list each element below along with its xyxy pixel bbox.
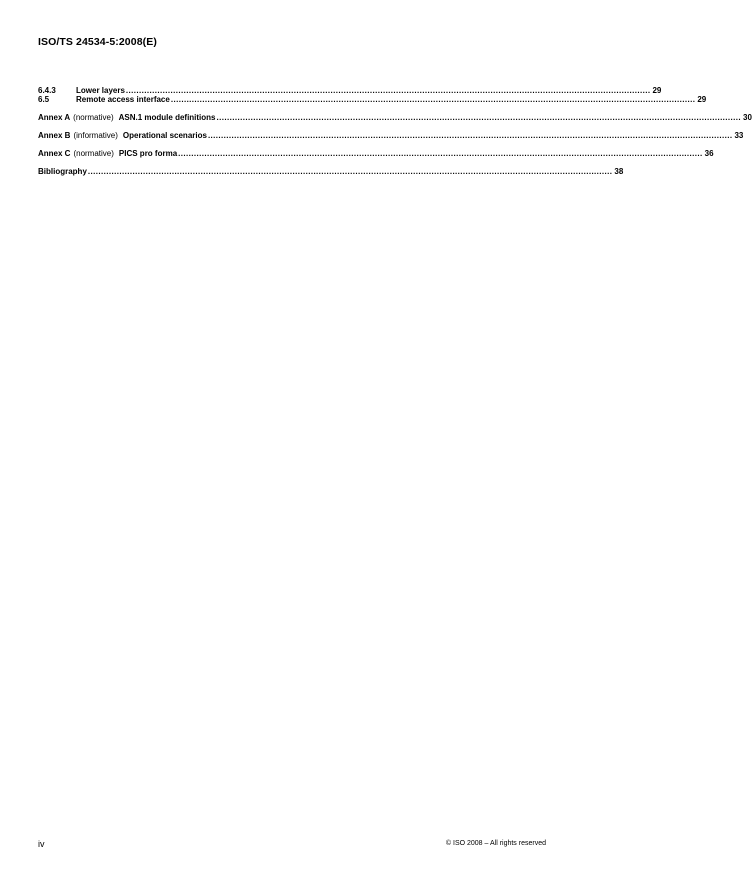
toc-entry-number: 6.4.3 — [38, 86, 56, 95]
copyright-notice: © ISO 2008 – All rights reserved — [445, 840, 546, 847]
toc-entry-title: Bibliography — [38, 167, 87, 176]
toc-annex-label: Annex C — [38, 149, 71, 158]
page-number: iv — [38, 839, 45, 849]
toc-dot-leader: ........................................................................................................................................................................................................ — [170, 95, 696, 104]
toc-annex-label: Annex A — [38, 113, 71, 122]
toc-entry[interactable] — [38, 95, 707, 104]
toc-entry-number: 6.5 — [38, 95, 50, 104]
toc-entry-annex-a[interactable] — [38, 113, 752, 122]
toc-dot-leader: ........................................................................................................................................................................................................ — [216, 113, 742, 122]
toc-entry-page: 29 — [652, 86, 662, 95]
toc-dot-leader: ........................................................................................................................................................................................................ — [87, 167, 613, 176]
toc-entry[interactable] — [38, 86, 662, 95]
toc-dot-leader: ........................................................................................................................................................................................................ — [178, 149, 703, 158]
toc-entry-title: Lower layers — [76, 86, 125, 95]
toc-entry-page: 30 — [743, 113, 752, 122]
toc-entry-page: 33 — [734, 131, 744, 140]
toc-annex-kind: (informative) — [73, 131, 118, 140]
toc-dot-leader: ........................................................................................................................................................................................................ — [207, 131, 733, 140]
toc-entry-annex-b[interactable] — [38, 131, 744, 140]
document-id-header: ISO/TS 24534-5:2008(E) — [38, 36, 157, 48]
toc-annex-label: Annex B — [38, 131, 71, 140]
toc-entry-title: PICS pro forma — [118, 149, 178, 158]
toc-entry-page: 36 — [704, 149, 714, 158]
toc-entry-page: 29 — [697, 95, 707, 104]
toc-entry-bibliography[interactable] — [38, 167, 624, 176]
toc-entry-title: Remote access interface — [76, 95, 170, 104]
toc-annex-kind: (normative) — [73, 149, 114, 158]
toc-entry-annex-c[interactable] — [38, 149, 714, 158]
table-of-contents — [38, 86, 752, 176]
toc-entry-title: ASN.1 module definitions — [118, 113, 216, 122]
toc-entry-page: 38 — [614, 167, 624, 176]
toc-dot-leader: ........................................................................................................................................................................................................ — [125, 86, 651, 95]
toc-annex-kind: (normative) — [73, 113, 114, 122]
toc-entry-title: Operational scenarios — [122, 131, 207, 140]
